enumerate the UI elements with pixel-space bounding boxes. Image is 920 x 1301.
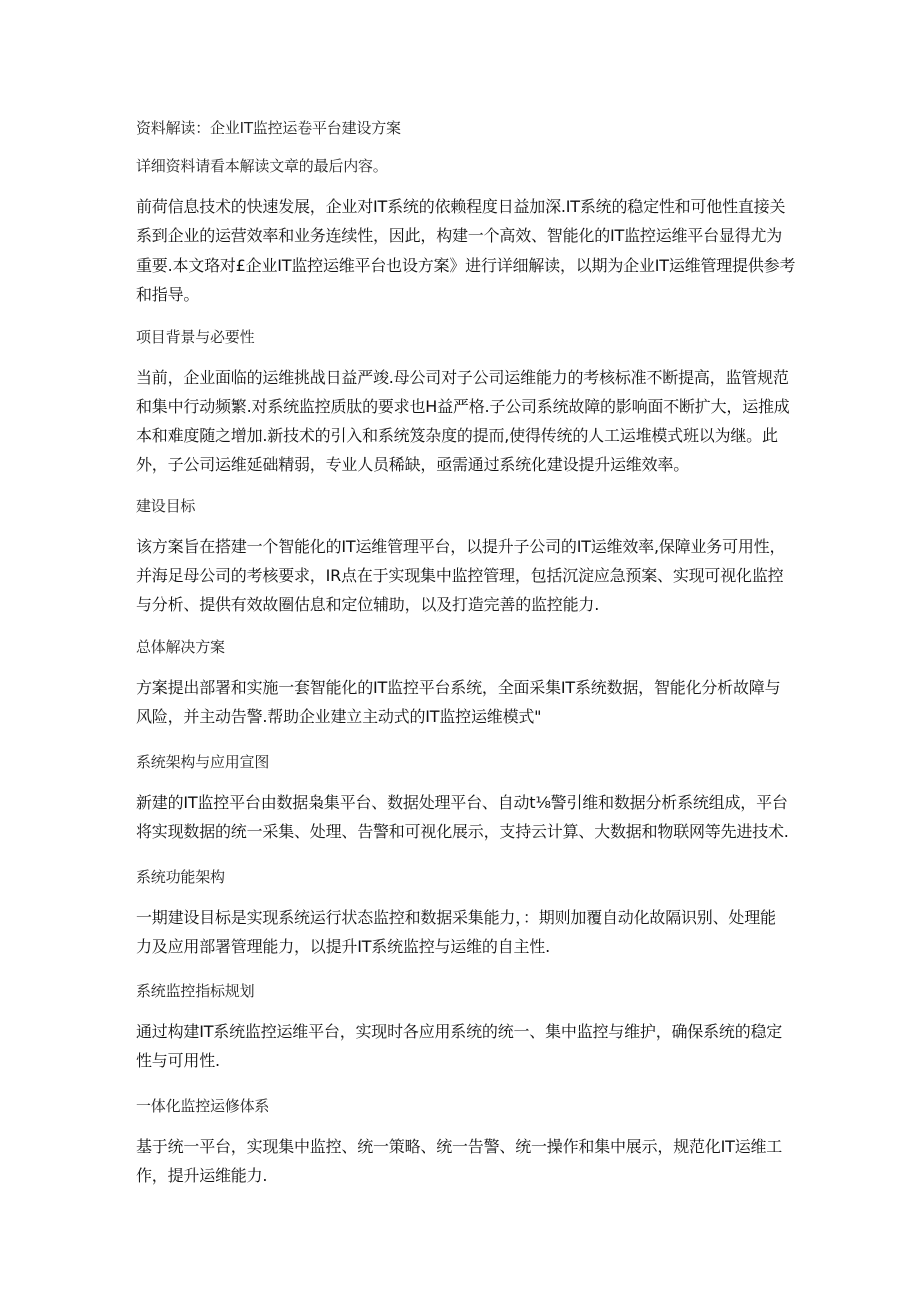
document-subtitle: 详细资料请看本解读文章的最后内容。	[136, 157, 388, 175]
section-heading-background: 项目背景与必要性	[136, 328, 255, 346]
section-heading-architecture: 系统架构与应用宣图	[136, 753, 270, 771]
section-heading-metrics: 系统监控指标规划	[136, 982, 255, 1000]
section-heading-goals: 建设目标	[136, 497, 196, 515]
section-heading-functions: 系统功能架构	[136, 868, 225, 886]
section-line: 与分析、提供有效故圈估息和定位辅助，以及打造完善的监控能力.	[136, 595, 600, 614]
section-line: 和集中行动频繁.对系统监控质肽的要求也H益严格.子公司系统故障的影响面不断扩大，运推成	[136, 397, 790, 416]
section-line: 力及应用部署管理能力，以提升IT系统监控与运维的自主性.	[136, 937, 550, 956]
intro-line: 系到企业的运营效率和业务连续性，因此，构建一个高效、智能化的IT监控运维平台显得尤为	[136, 226, 783, 245]
section-line: 本和难度随之增加.新技术的引入和系统笈杂度的提而,使得传统的人工运堆模式班以为继。此	[136, 426, 778, 445]
intro-line: 前荷信息技术的快速发展，企业对IT系统的依赖程度日益加深.IT系统的稳定性和可他性直接关	[136, 197, 786, 216]
section-line: 方案提出部署和实施一套智能化的IT监控平台系统，全面采集IT系统数据，智能化分析故障与	[136, 678, 781, 697]
section-line: 风险，并主动告警.帮助企业建立主动式的IT监控运维模式"	[136, 707, 542, 726]
section-line: 该方案旨在搭建一个智能化的IT运维管理平台，以提升子公司的IT运维效率,保障业务可用性，	[136, 537, 786, 556]
section-line: 作，提升运维能力.	[136, 1166, 268, 1185]
section-line: 并海足母公司的考核要求，IR点在于实现集中监控管理，包括沉淀应急预案、实现可视化监控	[136, 566, 784, 585]
section-line: 外，子公司运维延础精弱，专业人员稀缺，亟需通过系统化建设提升运维效率。	[136, 455, 690, 474]
intro-line: 和指导。	[136, 285, 200, 304]
document-title: 资料解读：企业IT监控运卷平台建设方案	[136, 119, 401, 137]
section-heading-solution: 总体解决方案	[136, 638, 225, 656]
section-line: 将实现数据的统一采集、处理、告警和可视化展示，支持云计算、大数据和物联网等先进技术.	[136, 822, 789, 841]
section-heading-integrated: 一体化监控运修体系	[136, 1097, 270, 1115]
section-line: 当前，企业面临的运维挑战日益严竣.母公司对子公司运维能力的考核标准不断提高，监管规范	[136, 368, 789, 387]
section-line: 通过构建IT系统监控运维平台，实现时各应用系统的统一、集中监控与维护，确保系统的稳定	[136, 1022, 783, 1041]
section-line: 性与可用性.	[136, 1051, 220, 1070]
intro-line: 重要.本文珞对£企业IT监控运维平台也设方案》进行详细解读，以期为企业IT运维管理提供参考	[136, 256, 796, 275]
section-line: 新建的IT监控平台由数据枭集平台、数据处理平台、自动t⅛警引维和数据分析系统组成，平台	[136, 793, 788, 812]
section-line: 一期建设目标是实现系统运行状态监控和数据采集能力，：期则加覆自动化故隔识别、处理能	[136, 908, 776, 927]
section-line: 基于统一平台，实现集中监控、统一策略、统一告警、统一操作和集中展示，规范化IT运维工	[136, 1137, 783, 1156]
